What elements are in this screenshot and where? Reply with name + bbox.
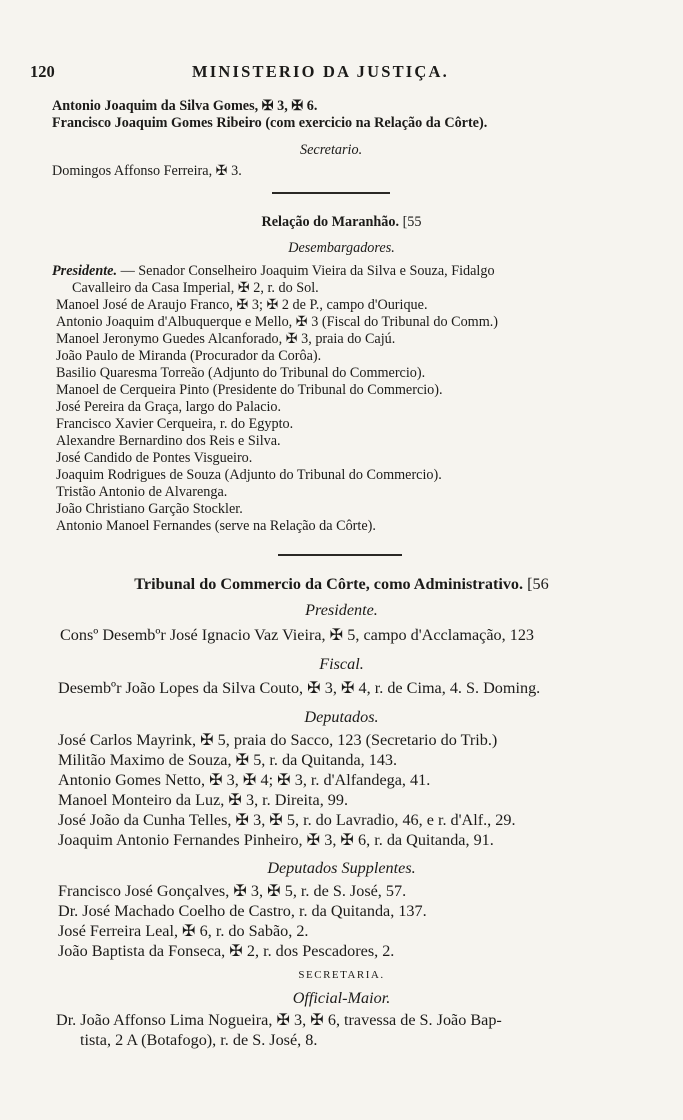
- divider: [272, 192, 390, 194]
- president-text: — Senador Conselheiro Joaquim Vieira da Silva e Souza, Fidalgo: [117, 263, 495, 279]
- list-item: José Ferreira Leal, ✠ 6, r. do Sabão, 2.: [58, 922, 309, 940]
- list-item: Francisco José Gonçalves, ✠ 3, ✠ 5, r. de S. José, 57.: [58, 882, 407, 900]
- page-number: 120: [30, 62, 55, 81]
- divider: [278, 554, 402, 556]
- relacao-title: Relação do Maranhão.: [261, 214, 400, 230]
- section-heading-secretario: Secretario.: [300, 142, 363, 158]
- list-item: Basilio Quaresma Torreão (Adjunto do Tribunal do Commercio).: [56, 365, 426, 381]
- presidente-line: Consº Desembºr José Ignacio Vaz Vieira, ✠ 5, campo d'Acclamação, 123: [60, 626, 535, 644]
- relacao-ref: [55: [402, 214, 422, 230]
- section-title-tribunal: [0, 576, 683, 592]
- list-item: Antonio Manoel Fernandes (serve na Relação da Côrte).: [56, 518, 376, 534]
- list-item: Antonio Joaquim d'Albuquerque e Mello, ✠ 3 (Fiscal do Tribunal do Comm.): [56, 314, 499, 330]
- list-item: Manoel José de Araujo Franco, ✠ 3; ✠ 2 de P., campo d'Ourique.: [56, 297, 428, 313]
- subheading-desembargadores: Desembargadores.: [288, 240, 395, 256]
- heading-presidente: Presidente.: [305, 601, 378, 619]
- heading-secretaria: SECRETARIA.: [298, 969, 385, 981]
- heading-official-maior: Official-Maior.: [292, 989, 391, 1007]
- heading-deputados: Deputados.: [304, 708, 379, 726]
- list-item: João Baptista da Fonseca, ✠ 2, r. dos Pescadores, 2.: [58, 942, 395, 960]
- president-line: [0, 264, 683, 278]
- tribunal-ref: [56: [527, 575, 549, 593]
- list-item: Manoel de Cerqueira Pinto (Presidente do Tribunal do Commercio).: [56, 382, 443, 398]
- list-item: João Paulo de Miranda (Procurador da Corôa).: [56, 348, 322, 364]
- list-item: Alexandre Bernardino dos Reis e Silva.: [56, 433, 281, 449]
- president-continuation: Cavalleiro da Casa Imperial, ✠ 2, r. do Sol.: [72, 280, 319, 296]
- list-item: José Pereira da Graça, largo do Palacio.: [56, 399, 282, 415]
- text-line: Francisco Joaquim Gomes Ribeiro (com exercicio na Relação da Côrte).: [52, 115, 488, 131]
- list-item: Manoel Monteiro da Luz, ✠ 3, r. Direita, 99.: [58, 791, 349, 809]
- list-item: José Candido de Pontes Visgueiro.: [56, 450, 253, 466]
- list-item: José Carlos Mayrink, ✠ 5, praia do Sacco, 123 (Secretario do Trib.): [58, 731, 498, 749]
- tribunal-title: Tribunal do Commercio da Côrte, como Administrativo.: [134, 575, 524, 593]
- section-title-relacao: [0, 215, 683, 229]
- list-item: Tristão Antonio de Alvarenga.: [56, 484, 228, 500]
- list-item: José João da Cunha Telles, ✠ 3, ✠ 5, r. do Lavradio, 46, e r. d'Alf., 29.: [58, 811, 516, 829]
- list-item: Francisco Xavier Cerqueira, r. do Egypto.: [56, 416, 294, 432]
- list-item: Militão Maximo de Souza, ✠ 5, r. da Quitanda, 143.: [58, 751, 398, 769]
- text-line: Antonio Joaquim da Silva Gomes, ✠ 3, ✠ 6.: [52, 98, 318, 114]
- official-line: Dr. João Affonso Lima Nogueira, ✠ 3, ✠ 6, travessa de S. João Bap-: [56, 1011, 502, 1029]
- text-line: Domingos Affonso Ferreira, ✠ 3.: [52, 163, 242, 179]
- list-item: Manoel Jeronymo Guedes Alcanforado, ✠ 3, praia do Cajú.: [56, 331, 396, 347]
- list-item: Dr. José Machado Coelho de Castro, r. da Quitanda, 137.: [58, 902, 427, 920]
- list-item: Joaquim Rodrigues de Souza (Adjunto do Tribunal do Commercio).: [56, 467, 442, 483]
- running-title: MINISTERIO DA JUSTIÇA.: [192, 62, 449, 81]
- fiscal-line: Desembºr João Lopes da Silva Couto, ✠ 3, ✠ 4, r. de Cima, 4. S. Doming.: [58, 679, 541, 697]
- list-item: Antonio Gomes Netto, ✠ 3, ✠ 4; ✠ 3, r. d'Alfandega, 41.: [58, 771, 431, 789]
- list-item: João Christiano Garção Stockler.: [56, 501, 243, 517]
- list-item: Joaquim Antonio Fernandes Pinheiro, ✠ 3, ✠ 6, r. da Quitanda, 91.: [58, 831, 494, 849]
- official-line-continuation: tista, 2 A (Botafogo), r. de S. José, 8.: [80, 1031, 318, 1049]
- heading-supplentes: Deputados Supplentes.: [267, 859, 416, 877]
- heading-fiscal: Fiscal.: [319, 655, 364, 673]
- president-label: Presidente.: [52, 263, 118, 279]
